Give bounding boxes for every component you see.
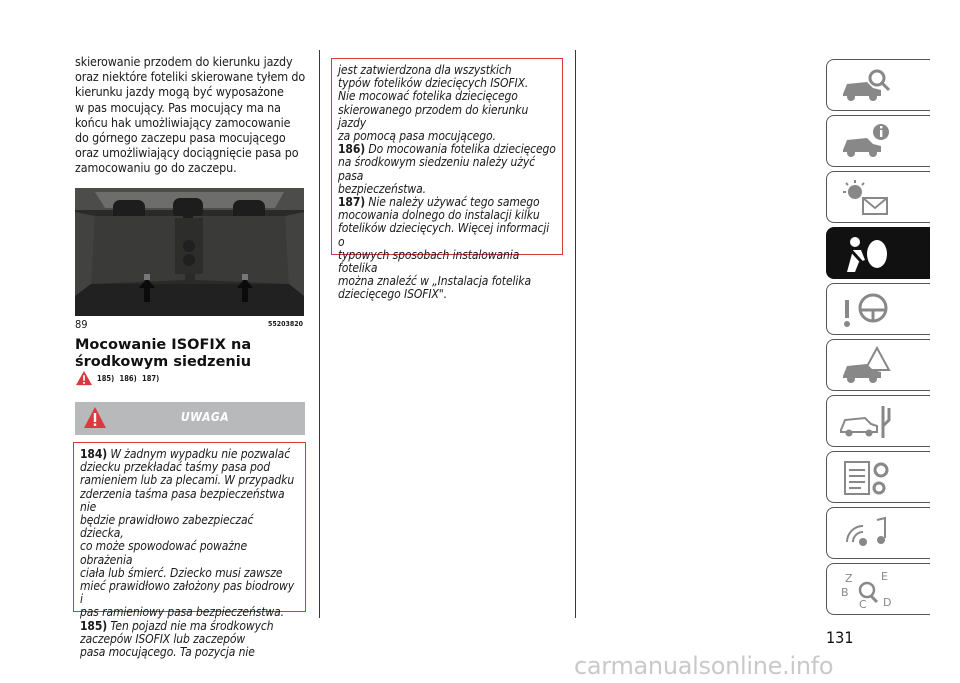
warning-ref-numbers: 185) 186) 187) [97, 373, 160, 383]
svg-text:B: B [841, 586, 849, 599]
airbag-safety-icon [837, 232, 895, 276]
warning-text: W żadnym wypadku nie pozwalać dziecku przekładać taśmy pasa pod ramieniem lub za plecami. W przypadku zderzenia taśma pasa bezpieczeństwa nie będzie prawidłowo zabezpieczać dziecka, co może spowodować poważne obrażenia ciała lub śmierć. Dziecko musi zawsze mieć prawidłowo założony pas biodrowy i pas ramieniowy pasa bezpieczeństwa. [80, 447, 295, 620]
intro-paragraph: skierowanie przodem do kierunku jazdy oraz niektóre foteliki skierowane tyłem do kierunku jazdy mogą być wyposażone w pas mocujący. Pas mocujący ma na końcu hak umożliwiający zamocowanie do górnego zaczepu pasa mocującego oraz umożliwiający dociągnięcie pasa po zamocowaniu go do zaczepu. [75, 54, 306, 176]
figure-number: 89 [75, 318, 88, 331]
warning-entry [80, 620, 299, 660]
watermark: carmanualsonline.info [574, 652, 834, 680]
warning-references [75, 369, 159, 387]
warning-lights-icon [837, 176, 895, 220]
warning-label: UWAGA [180, 410, 230, 424]
warning-entry [80, 448, 299, 620]
tab-specifications[interactable] [826, 451, 930, 503]
warning-entry [338, 143, 556, 196]
warning-box-column2 [331, 58, 563, 302]
section-title: Mocowanie ISOFIX na środkowym siedzeniu [75, 337, 252, 370]
tab-car-emergency[interactable] [826, 339, 930, 391]
multimedia-icon [837, 512, 895, 556]
warning-text: Do mocowania fotelika dziecięcego na środkowym siedzeniu należy użyć pasa bezpieczeństwa. [338, 142, 556, 196]
car-info-icon [837, 120, 895, 164]
page-number: 131 [826, 628, 854, 647]
figure-photo [75, 188, 304, 316]
warning-text: Nie należy używać tego samego mocowania dolnego do instalacji kilku fotelików dziecięcych. Więcej informacji o typowych sposobach instalowania fotelika można znaleźć w „Instalacja fotelika dziecięcego ISOFIX". [338, 195, 550, 302]
tab-warning-lights[interactable] [826, 171, 930, 223]
column-divider [575, 50, 576, 618]
index-icon [837, 568, 895, 612]
warning-number: 184) [80, 447, 108, 461]
car-service-icon [837, 400, 895, 444]
warning-box-column1 [73, 442, 306, 660]
car-emergency-icon [837, 344, 895, 388]
svg-text:D: D [883, 596, 892, 609]
tab-car-service[interactable] [826, 395, 930, 447]
specifications-icon [837, 456, 895, 500]
warning-triangle-icon [75, 370, 93, 386]
tab-steering-wheel[interactable] [826, 283, 930, 335]
column-divider [319, 50, 320, 618]
figure-code: 55203820 [268, 320, 304, 328]
intro-text-block [75, 54, 307, 176]
warning-continuation: jest zatwierdzona dla wszystkich typów fotelików dziecięcych ISOFIX. Nie mocować fotelika dziecięcego skierowanego przodem do kierunku jazdy za pomocą pasa mocującego. [338, 63, 529, 144]
warning-number: 186) [338, 142, 366, 157]
svg-text:E: E [881, 570, 888, 583]
warning-text: Ten pojazd nie ma środkowych zaczepów ISOFIX lub zaczepów pasa mocującego. Ta pozycja nie [80, 618, 274, 660]
car-search-icon [837, 64, 895, 108]
svg-text:Z: Z [845, 572, 853, 585]
tab-airbag-safety[interactable] [826, 227, 930, 279]
tab-car-search[interactable] [826, 59, 930, 111]
tab-car-info[interactable] [826, 115, 930, 167]
tab-multimedia[interactable] [826, 507, 930, 559]
steering-wheel-icon [837, 288, 895, 332]
warning-entry [338, 196, 556, 302]
warning-number: 187) [338, 195, 366, 210]
warning-header-bar [75, 402, 305, 435]
svg-text:C: C [859, 598, 867, 611]
warning-number: 185) [80, 618, 108, 633]
cargo-area-image [75, 188, 304, 316]
tab-index[interactable] [826, 563, 930, 615]
